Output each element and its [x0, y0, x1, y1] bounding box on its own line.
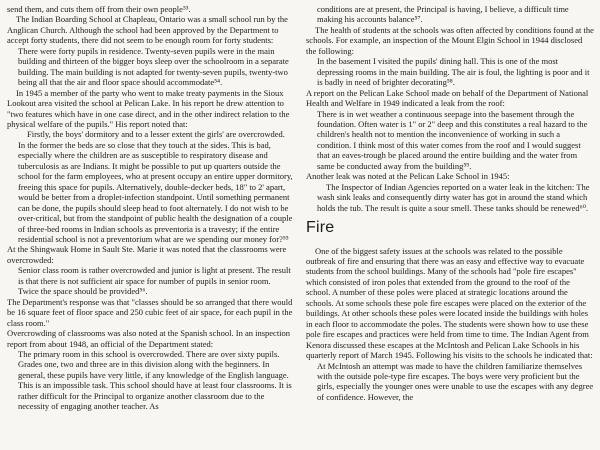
paragraph: One of the biggest safety issues at the schools was related to the possible outbreak of fire and ensuring that there was an easy and effective way to evacuate students from the school buildings. Many of the schools had "pole fire escapes" which consisted of iron poles that extended from the ground to the roof of the school. A number of these poles were placed at strategic locations around the schools. At some schools these pole fire escapes were placed on the exterior of the buildings. At other schools these poles were located inside the buildings with holes in each floor to accommodate the poles. The students were shown how to use these pole fire escapes and practices were held from time to time. The Indian Agent from Kenora discussed these escapes at the McIntosh and Pelican Lake Schools in his quarterly report of March 1945. Following his visits to the schools he indicated that:	[306, 245, 593, 361]
paragraph: The health of students at the schools was often affected by conditions found at the schools. For example, an inspection of the Mount Elgin School in 1944 disclosed the following:	[306, 24, 594, 56]
paragraph: At the Shingwauk Home in Sault Ste. Marie it was noted that the classrooms were overcrowded:	[7, 244, 287, 265]
block-quote: There is in wet weather a continuous seepage into the basement through the foundation. Often water is 1" or 2" deep and this constitutes a real hazard to the children's health not to mention the inconvenience of working in such a condition. I think most of this water comes from the roof and I would suggest that an eaves-trough be placed around the entire building and the water from same be conducted away from the building⁵⁹.	[317, 108, 588, 171]
paragraph: Overcrowding of classrooms was also noted at the Spanish school. In an inspection report from about 1948, an official of the Department stated:	[7, 328, 291, 349]
block-quote: The Inspector of Indian Agencies reported on a water leak in the kitchen: The wash sink leaks and consequently dirty water has got in around the stand which holds the tub. The result is quite a sour smell. These tanks should be renewed⁶⁰.	[317, 181, 590, 213]
block-quote: At McIntosh an attempt was made to have the children familiarize themselves with the outside pole-type fire escapes. The boys were very proficient but the girls, especially the younger ones were unable to use the escapes with any degree of confidence. However, the	[317, 360, 594, 402]
paragraph: A report on the Pelican Lake School made on behalf of the Department of National Health and Welfare in 1949 indicated a leak from the roof:	[306, 87, 589, 109]
paragraph: send them, and cuts them off from their own people⁵³.	[7, 4, 191, 14]
paragraph: In 1945 a member of the party who went to make treaty payments in the Sioux Lookout area visited the school at Pelican Lake. In his report he drew attention to "two features which have in one case direct, and in the other indirect relation to the physical welfare of the pupils." His report noted that:	[7, 87, 290, 129]
block-quote: The primary room in this school is overcrowded. There are over sixty pupils. Grades one, two and three are in this division along with the beginners. In general, these pupils have very little, if any knowledge of the English language. This is an impossible task. This school should have at least four classrooms. It is rather difficult for the Principal to organize another classroom due to the necessity of engaging another teacher. As	[18, 348, 292, 412]
block-quote: Firstly, the boys' dormitory and to a lesser extent the girls' are overcrowded. In the former the beds are so close that they touch at the sides. This is bad, especially where the children are as susceptible to respiratory disease and tuberculosis as are Indians. It might be possible to put up quarters outside the school for the farm employees, who at present occupy an entire upper dormitory, freeing this space for pupils. Alternatively, double-decker beds, 18" to 2' apart, would be better from a droplet-infection standpoint. Until something permanent can be done, the pupils should sleep head to foot alternately. I do not wish to be over-critical, but from the standpoint of public health the designation of a couple of three-bed rooms in Indian schools as preventoria is a travesty; if the entire residential school is not a preventorium what are we spending our money for?⁵⁵	[18, 129, 293, 244]
section-heading-fire: Fire	[306, 219, 335, 237]
right-column	[306, 4, 594, 402]
block-quote: There were forty pupils in residence. Twenty-seven pupils were in the main building and thirteen of the bigger boys sleep over the schoolroom in a separate building. The main building is not adapted for twenty-seven pupils, twenty-two being all that the air and floor space should accommodate⁵⁴.	[18, 45, 289, 88]
paragraph: Another leak was noted at the Pelican Lake School in 1945:	[306, 171, 510, 182]
paragraph: The Indian Boarding School at Chapleau, Ontario was a small school run by the Anglican Church. Although the school had been approved by the Department to accept forty students, there did not seem to be enough room for forty students:	[7, 14, 288, 46]
left-column	[7, 4, 293, 412]
block-quote: Senior class room is rather overcrowded and junior is light at present. The result is that there is not sufficient air space for number of pupils in senior room. Twice the space should be provided⁵⁶.	[18, 265, 291, 297]
block-quote: In the basement I visited the pupils' dining hall. This is one of the most depressing rooms in the main building. The air is foul, the lighting is poor and it is badly in need of brighter decorating⁵⁸.	[317, 56, 590, 88]
block-quote: conditions are at present, the Principal is having, I believe, a difficult time making his accounts balance⁵⁷.	[317, 4, 569, 25]
paragraph: The Department's response was that "classes should be so arranged that there would be 16 square feet of floor space and 250 cubic feet of air space, for each pupil in the class room."	[7, 296, 293, 328]
